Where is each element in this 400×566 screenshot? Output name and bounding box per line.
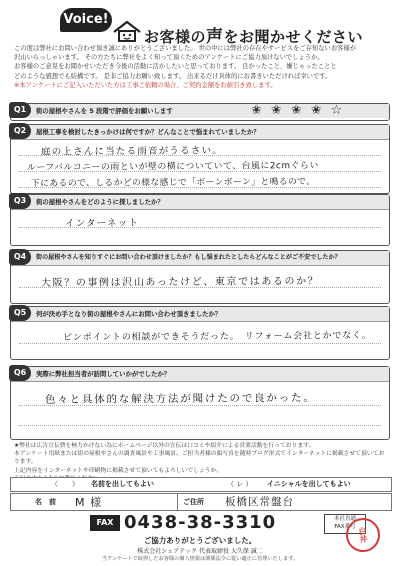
handwritten-answer: 大阪？の事例は沢山あったけど、東京ではあるのか？ xyxy=(40,276,320,289)
question-text: 街の屋根やさんを知りすぐにお問い合わせ頂けましたか？もし悩まれたとしたらどんなことがご不安でしたか？ xyxy=(36,254,341,261)
fax-label: FAX xyxy=(90,515,120,531)
question-q1 xyxy=(10,103,390,121)
thanks-message: ご協力ありがとうございました。 xyxy=(143,536,257,545)
seal-text: 白井 xyxy=(357,526,369,544)
answer-line xyxy=(19,425,381,426)
intro-line: 沢山いらっしゃいます。 その方たちに弊社をよく知って頂くためのアンケートにご協力頂けないでしょうか。 xyxy=(14,54,324,62)
header xyxy=(60,6,364,47)
title-suffix: をお聞かせください xyxy=(223,28,364,46)
question-q6 xyxy=(10,366,390,440)
handwritten-answer: インターネット xyxy=(64,217,140,230)
house-icon xyxy=(112,20,142,42)
intro-line: お客様のご意見をお聞かせいただき今後の活動に活かしたいと思っております。 良かったこと、嫌じゃったことと xyxy=(14,63,337,71)
rating-stars xyxy=(251,104,342,118)
title-big: 声 xyxy=(206,27,224,47)
question-text: 街の屋根やさんをどのように探しましたか？ xyxy=(36,198,164,206)
handwritten-answer: ピンポイントの相談ができそうだった。 リフォーム会社とかでなく。 xyxy=(62,330,372,344)
intro-note: ※本アンケートにご記入いただいた方は工事ご依頼の場合、ご契約金額をお値引き致します。 xyxy=(14,81,277,89)
consent-row xyxy=(10,477,392,492)
voice-badge: Voice! xyxy=(60,8,112,32)
question-number: Q2 xyxy=(9,123,31,139)
question-header xyxy=(11,307,389,322)
consent-option-initial: イニシャルを出してもよい xyxy=(267,480,351,488)
company-name: 株式会社シェアテック 代表取締役 大久保 誠二 xyxy=(137,548,263,555)
star-filled-icon[interactable]: ✬ xyxy=(270,103,282,118)
question-q3 xyxy=(10,194,390,246)
info-row xyxy=(10,493,392,511)
consent-option-name-mark[interactable]: （ ） xyxy=(51,480,79,488)
fax-row xyxy=(90,514,360,532)
question-header xyxy=(11,251,389,266)
consent-option-name: 名前を出してもよい xyxy=(91,480,154,488)
star-filled-icon[interactable]: ✬ xyxy=(310,103,322,118)
intro-line: この度は弊社にお問い合わせ頂き誠にありがとうございました。 世の中には弊社の存在やサービスをご存知ないお客様が xyxy=(14,45,357,52)
question-header xyxy=(11,104,389,118)
question-number: Q4 xyxy=(9,249,31,265)
handwritten-answer: ルーフバルコニーの雨といが壁の横についていて、台風に2cmぐらい xyxy=(26,160,319,174)
question-q2 xyxy=(10,124,390,194)
name-label: 名 前 xyxy=(35,498,56,506)
name-value: M 様 xyxy=(75,496,102,509)
handwritten-answer: 色々と具体的な解決方法が聞けたので良かった。 xyxy=(44,392,316,406)
address-label: ご住所 xyxy=(183,498,204,506)
handwritten-answer: 庭の上さんに当たる雨音がうるさい。 xyxy=(40,145,223,158)
question-number: Q5 xyxy=(9,305,31,321)
question-text: 屋根工事を検討したきっかけは何ですか？どんなことで悩まれていましたか？ xyxy=(36,128,260,136)
star-filled-icon[interactable]: ✬ xyxy=(251,103,262,118)
footer-note: 本アンケート用紙または街の屋根やさんの調査風景や工事風景、ご担当者様の顔写真を随時ブログ形式でインターネットに掲載させて頂いております。 xyxy=(14,451,385,466)
question-header xyxy=(11,195,389,210)
question-header xyxy=(11,125,389,140)
question-header xyxy=(11,367,389,382)
question-number: Q3 xyxy=(9,193,31,209)
fax-side-line: 本社直通 xyxy=(333,516,356,522)
fax-number: 0438-38-3310 xyxy=(124,512,277,533)
star-filled-icon[interactable]: ✬ xyxy=(290,103,302,118)
fax-side-line: FAX番号 xyxy=(334,524,356,530)
intro-text xyxy=(14,44,386,90)
footer-note: ★弊社は広告宣伝費を極力かけない為にホームページ以外の宣伝は口コミや紹介による営業活動を行っております。 xyxy=(14,443,315,449)
address-value: 板橋区常盤台 xyxy=(225,496,294,508)
answer-line xyxy=(19,343,381,344)
question-number: Q6 xyxy=(9,365,31,381)
question-text: 実際に弊社担当者が訪問していかがでしたか？ xyxy=(36,370,171,378)
question-text: 街の屋根やさんを 5 段階で評価をお願いします xyxy=(36,107,173,115)
question-q5 xyxy=(10,306,390,360)
question-q4 xyxy=(10,250,390,304)
star-empty-icon[interactable]: ☆ xyxy=(330,103,343,118)
consent-option-initial-mark[interactable]: （ レ ） xyxy=(227,480,253,488)
question-text: 何が決め手となり街の屋根やさんにお問い合わせ頂きましたか？ xyxy=(36,310,222,318)
handwritten-answer: 下にあるので、しるかどの様な感じで「ボーンボーン」と鳴るので。 xyxy=(30,177,316,189)
intro-line: どのような感想でも結構です。 是非ご協力お願い致します。 出来るだけ具体的にお書きいただければ幸いです。 xyxy=(14,72,332,80)
footer-note: 上記内容をインターネットや印刷物に掲載させて頂いてもよろしいでしょうか。 xyxy=(14,467,223,474)
privacy-note: 当アンケートで取得したお客様の個人情報は関係法令に従い適正に管理いたします。 xyxy=(101,556,299,562)
title-prefix: お客様の xyxy=(144,28,207,46)
question-number: Q1 xyxy=(9,102,31,118)
